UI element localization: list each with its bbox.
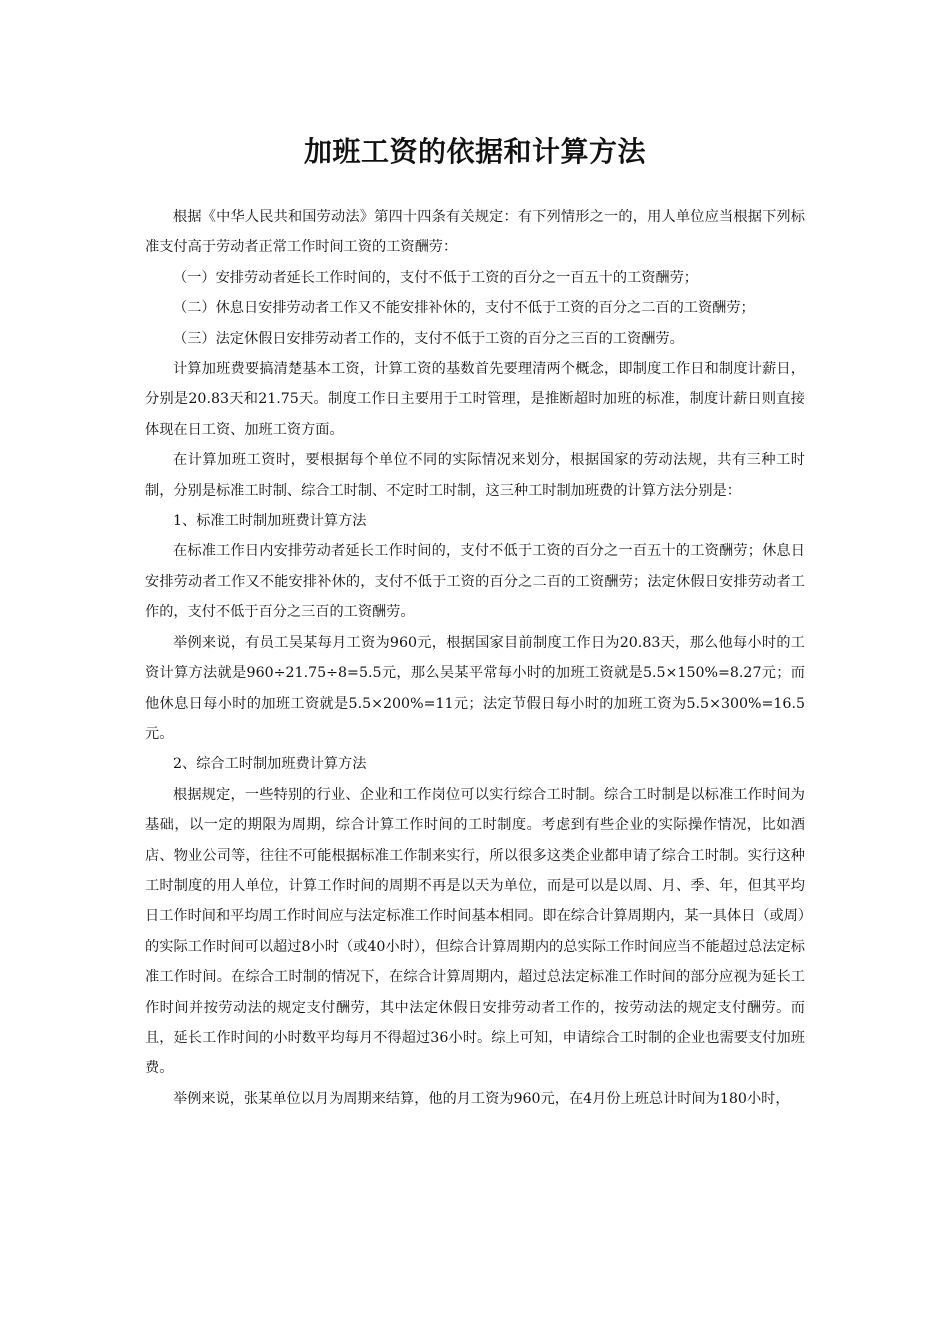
document-title: 加班工资的依据和计算方法 [303, 135, 646, 168]
paragraph-standard-rules: 在标准工作日内安排劳动者延长工作时间的，支付不低于工资的百分之一百五十的工资酬劳；休息日安排劳动者工作又不能安排补休的，支付不低于工资的百分之二百的工资酬劳；法定休假日安排劳动者工作的，支付不低于百分之三百的工资酬劳。 [145, 543, 805, 621]
paragraph-base-salary: 计算加班费要搞清楚基本工资，计算工资的基数首先要理清两个概念，即制度工作日和制度计薪日，分别是20.83天和21.75天。制度工作日主要用于工时管理，是推断超时加班的标准，制度计薪日则直接体现在日工资、加班工资方面。 [145, 361, 805, 438]
document-body [145, 202, 805, 1114]
paragraph-legal-basis: 根据《中华人民共和国劳动法》第四十四条有关规定：有下列情形之一的，用人单位应当根据下列标准支付高于劳动者正常工作时间工资的工资酬劳： [145, 209, 805, 256]
paragraph-rule-1: （一）安排劳动者延长工作时间的，支付不低于工资的百分之一百五十的工资酬劳； [173, 269, 698, 286]
paragraph-comprehensive-example: 举例来说，张某单位以月为周期来结算，他的月工资为960元，在4月份上班总计时间为180小时， [173, 1090, 790, 1107]
section-heading-standard: 1、标准工时制加班费计算方法 [173, 513, 367, 530]
paragraph-standard-example: 举例来说，有员工吴某每月工资为960元，根据国家目前制度工作日为20.83天，那么他每小时的工资计算方法就是960÷21.75÷8=5.5元，那么吴某平常每小时的加班工资就是5.5×150%=8.27元；而他休息日每小时的加班工资就是5.5×200%=11元；法定节假日每小时的加班工资为5.5×300%=16.5元。 [145, 634, 805, 742]
section-heading-comprehensive: 2、综合工时制加班费计算方法 [173, 756, 367, 773]
paragraph-work-systems: 在计算加班工资时，要根据每个单位不同的实际情况来划分，根据国家的劳动法规，共有三种工时制，分别是标准工时制、综合工时制、不定时工时制，这三种工时制加班费的计算方法分别是： [145, 452, 805, 499]
paragraph-comprehensive-rules: 根据规定，一些特别的行业、企业和工作岗位可以实行综合工时制。综合工时制是以标准工作时间为基础，以一定的期限为周期，综合计算工作时间的工时制度。考虑到有些企业的实际操作情况，比如酒店、物业公司等，往往不可能根据标准工作制来实行，所以很多这类企业都申请了综合工时制。实行这种工时制度的用人单位，计算工作时间的周期不再是以天为单位，而是可以是以周、月、季、年，但其平均日工作时间和平均周工作时间应与法定标准工作时间基本相同。即在综合计算周期内，某一具体日（或周）的实际工作时间可以超过8小时（或40小时），但综合计算周期内的总实际工作时间应当不能超过总法定标准工作时间。在综合工时制的情况下，在综合计算周期内，超过总法定标准工作时间的部分应视为延长工作时间并按劳动法的规定支付酬劳，其中法定休假日安排劳动者工作的，按劳动法的规定支付酬劳。而且，延长工作时间的小时数平均每月不得超过36小时。综上可知，申请综合工时制的企业也需要支付加班费。 [145, 786, 805, 1077]
paragraph-rule-3: （三）法定休假日安排劳动者工作的，支付不低于工资的百分之三百的工资酬劳。 [173, 330, 684, 347]
paragraph-rule-2: （二）休息日安排劳动者工作又不能安排补休的，支付不低于工资的百分之二百的工资酬劳； [173, 300, 755, 317]
